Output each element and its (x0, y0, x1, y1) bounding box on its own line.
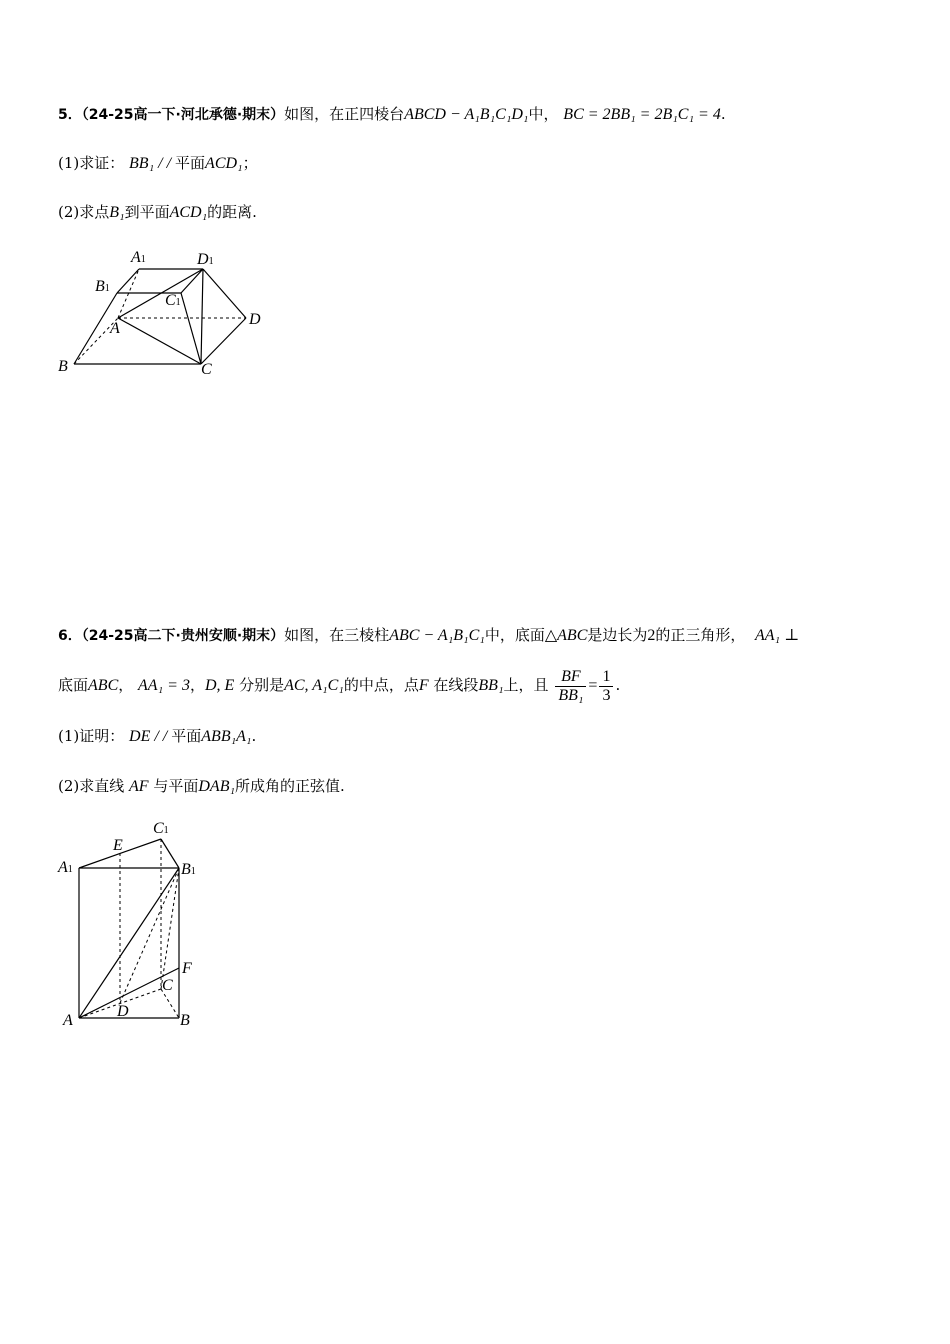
q6-line2-g: 上，且 (503, 676, 549, 694)
q6-bb1: BB₁ (478, 677, 504, 694)
fig2-label-A1: A1 (58, 859, 73, 876)
q6-line2-b: ， (118, 676, 134, 694)
q6-part2-text: 与平面 (153, 777, 199, 795)
q6-eq: = (588, 677, 598, 694)
q6-intro: 如图，在三棱柱 (284, 626, 390, 644)
q5-number: 5． (58, 107, 82, 123)
fig2-label-C1: C1 (153, 820, 169, 837)
q5-part1-text: 平面 (175, 154, 206, 172)
q5-part2-text: 到平面 (124, 203, 170, 221)
q6-part2-prefix: (2)求直线 (58, 777, 125, 795)
q5-part1-math: BB₁ / / (129, 155, 176, 172)
fig2-label-E: E (113, 837, 123, 854)
q6-line2-f: 在线段 (433, 676, 479, 694)
q6-side: 2 (647, 627, 656, 644)
q6-part1-plane: ABB₁A₁ (201, 728, 252, 745)
fig1-label-D: D (249, 311, 261, 328)
q6-f: F (418, 677, 429, 694)
q6-source: （24-25高二下·贵州安顺·期末） (81, 628, 285, 644)
fig2-label-D: D (117, 1003, 129, 1020)
q5-solid: ABCD − A₁B₁C₁D₁ (404, 106, 529, 123)
q5-part2-prefix: (2)求点 (58, 203, 110, 221)
q6-line2-c: ， (189, 676, 205, 694)
q6-triangle: △ABC (544, 627, 588, 644)
q5-part2-plane: ACD₁ (169, 204, 208, 221)
q5-part1-plane: ACD₁ (205, 155, 243, 172)
fig2-label-B: B (180, 1012, 190, 1029)
fig1-label-B1: B1 (95, 278, 110, 295)
fig1-label-A: A (110, 320, 120, 337)
q6-part1-prefix: (1)证明： (58, 727, 125, 745)
q5-part1-prefix: (1)求证： (58, 154, 125, 172)
q6-tri-end: 的正三角形， (655, 626, 746, 644)
q5-end: . (720, 105, 726, 123)
q6-part1-end: . (251, 727, 257, 745)
fig2-label-F: F (182, 960, 192, 977)
q6-part2-line: AF (129, 778, 149, 795)
q6-ratio-fraction: $\frac{BF}{\text{BB₁}}$ (555, 668, 586, 705)
fig2-label-B1: B1 (181, 861, 196, 878)
q6-mids: AC, A₁C₁ (284, 677, 344, 694)
fig2-label-A: A (63, 1012, 73, 1029)
q6-ratio-value: $\frac{1}{3}$ (599, 668, 613, 705)
q5-part2-end: 的距离. (207, 203, 257, 221)
q6-line2-a: 底面 (58, 676, 89, 694)
q6-base: ABC (88, 677, 119, 694)
q5-condition: BC = 2BB₁ = 2B₁C₁ = 4 (563, 106, 721, 123)
q6-tri-text: 是边长为 (587, 626, 648, 644)
q5-mid: 中， (528, 105, 559, 123)
q6-line2-e: 的中点，点 (343, 676, 419, 694)
q6-aa1: AA₁ ⊥ (754, 627, 800, 644)
q6-aa1-eq: AA₁ = 3 (138, 677, 190, 694)
q6-part2-end: 所成角的正弦值. (235, 777, 345, 795)
q5-source: （24-25高一下·河北承德·期末） (81, 107, 285, 123)
q6-part1-text: 平面 (171, 727, 202, 745)
q6-de: D, E (204, 677, 235, 694)
fig1-label-A1: A1 (131, 249, 146, 266)
q6-mid: 中，底面 (484, 626, 545, 644)
q6-solid: ABC − A₁B₁C₁ (389, 627, 485, 644)
q5-intro: 如图，在正四棱台 (284, 105, 405, 123)
fig2-label-C: C (162, 977, 173, 994)
q6-line2-end: . (615, 676, 621, 694)
q5-part2-point: B₁ (109, 204, 125, 221)
fig1-label-C: C (201, 361, 212, 378)
q6-number: 6． (58, 628, 82, 644)
fig1-label-B: B (58, 358, 68, 375)
q5-part1-end: ； (242, 154, 258, 172)
fig1-label-D1: D1 (197, 251, 214, 268)
q6-part1-math: DE / / (129, 728, 172, 745)
q6-part2-plane: DAB₁ (198, 778, 236, 795)
fig1-label-C1: C1 (165, 292, 181, 309)
q6-line2-d: 分别是 (239, 676, 285, 694)
